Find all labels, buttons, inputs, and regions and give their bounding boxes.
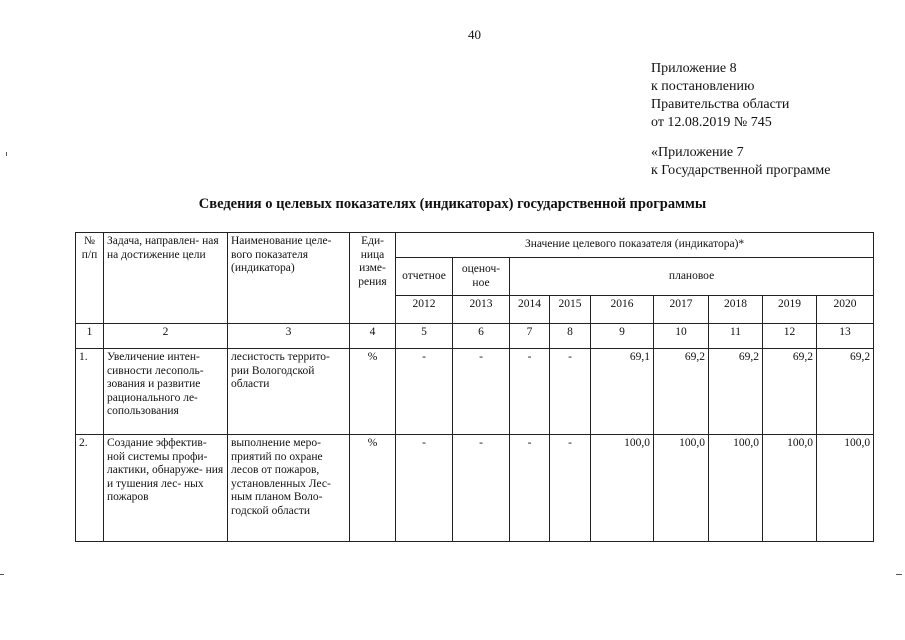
column-number: 10 [654,324,709,349]
page-number: 40 [468,27,481,42]
row-value: 100,0 [591,435,654,542]
column-number: 1 [76,324,104,349]
row-value: 69,2 [817,349,874,435]
column-number: 9 [591,324,654,349]
year-cell: 2013 [453,296,510,324]
table-row [76,435,874,542]
header-value-group: Значение целевого показателя (индикатора)* [396,233,874,258]
row-value: 69,2 [709,349,763,435]
table-row [76,349,874,435]
year-cell: 2015 [550,296,591,324]
column-number: 12 [763,324,817,349]
column-number: 13 [817,324,874,349]
row-num: 1. [76,349,104,435]
appendix-line: Правительства области [651,97,790,112]
row-value: 69,2 [763,349,817,435]
row-value: - [453,435,510,542]
row-value: 69,2 [654,349,709,435]
row-indicator: выполнение меро- приятий по охране лесов от пожаров, установленных Лес- ным планом Воло- годской области [228,435,350,542]
row-value: 100,0 [709,435,763,542]
appendix-line: к постановлению [651,79,755,94]
row-task: Увеличение интен- сивности лесополь- зования и развитие рационального ле- сопользования [104,349,228,435]
row-value: - [396,349,453,435]
header-reported: отчетное [396,258,453,296]
year-cell: 2017 [654,296,709,324]
row-value: - [453,349,510,435]
header-task: Задача, направлен- ная на достижение цели [104,233,228,324]
row-unit: % [350,349,396,435]
margin-mark [0,574,4,575]
header-estimated: оценоч- ное [453,258,510,296]
column-number: 4 [350,324,396,349]
header-unit: Еди- ница изме- рения [350,233,396,324]
document-title: Сведения о целевых показателях (индикаторах) государственной программы [198,196,707,212]
appendix-line: от 12.08.2019 № 745 [651,115,772,130]
row-value: - [510,435,550,542]
header-row [76,233,874,258]
row-value: 100,0 [817,435,874,542]
column-number: 2 [104,324,228,349]
row-value: 69,1 [591,349,654,435]
year-cell: 2014 [510,296,550,324]
year-cell: 2012 [396,296,453,324]
column-number: 8 [550,324,591,349]
column-number-row [76,324,874,349]
column-number: 3 [228,324,350,349]
appendix-line: Приложение 8 [651,61,737,76]
appendix-prev-line: к Государственной программе [651,163,831,178]
row-indicator: лесистость террито- рии Вологодской области [228,349,350,435]
margin-mark [896,574,902,575]
header-indicator: Наименование целе- вого показателя (индикатора) [228,233,350,324]
row-unit: % [350,435,396,542]
year-cell: 2018 [709,296,763,324]
appendix-prev-line: «Приложение 7 [651,145,744,160]
row-value: - [510,349,550,435]
year-cell: 2020 [817,296,874,324]
appendix-block [651,60,789,132]
row-value: 100,0 [763,435,817,542]
column-number: 11 [709,324,763,349]
row-value: - [550,349,591,435]
row-value: - [550,435,591,542]
header-planned: плановое [510,258,874,296]
header-num: № п/п [76,233,104,324]
row-value: 100,0 [654,435,709,542]
row-value: - [396,435,453,542]
column-number: 6 [453,324,510,349]
row-num: 2. [76,435,104,542]
column-number: 5 [396,324,453,349]
margin-mark [6,152,7,156]
row-task: Создание эффектив- ной системы профи- лактики, обнаруже- ния и тушения лес- ных пожаров [104,435,228,542]
year-cell: 2016 [591,296,654,324]
column-number: 7 [510,324,550,349]
year-cell: 2019 [763,296,817,324]
appendix-prev-block [651,144,830,180]
indicators-table [75,232,874,542]
